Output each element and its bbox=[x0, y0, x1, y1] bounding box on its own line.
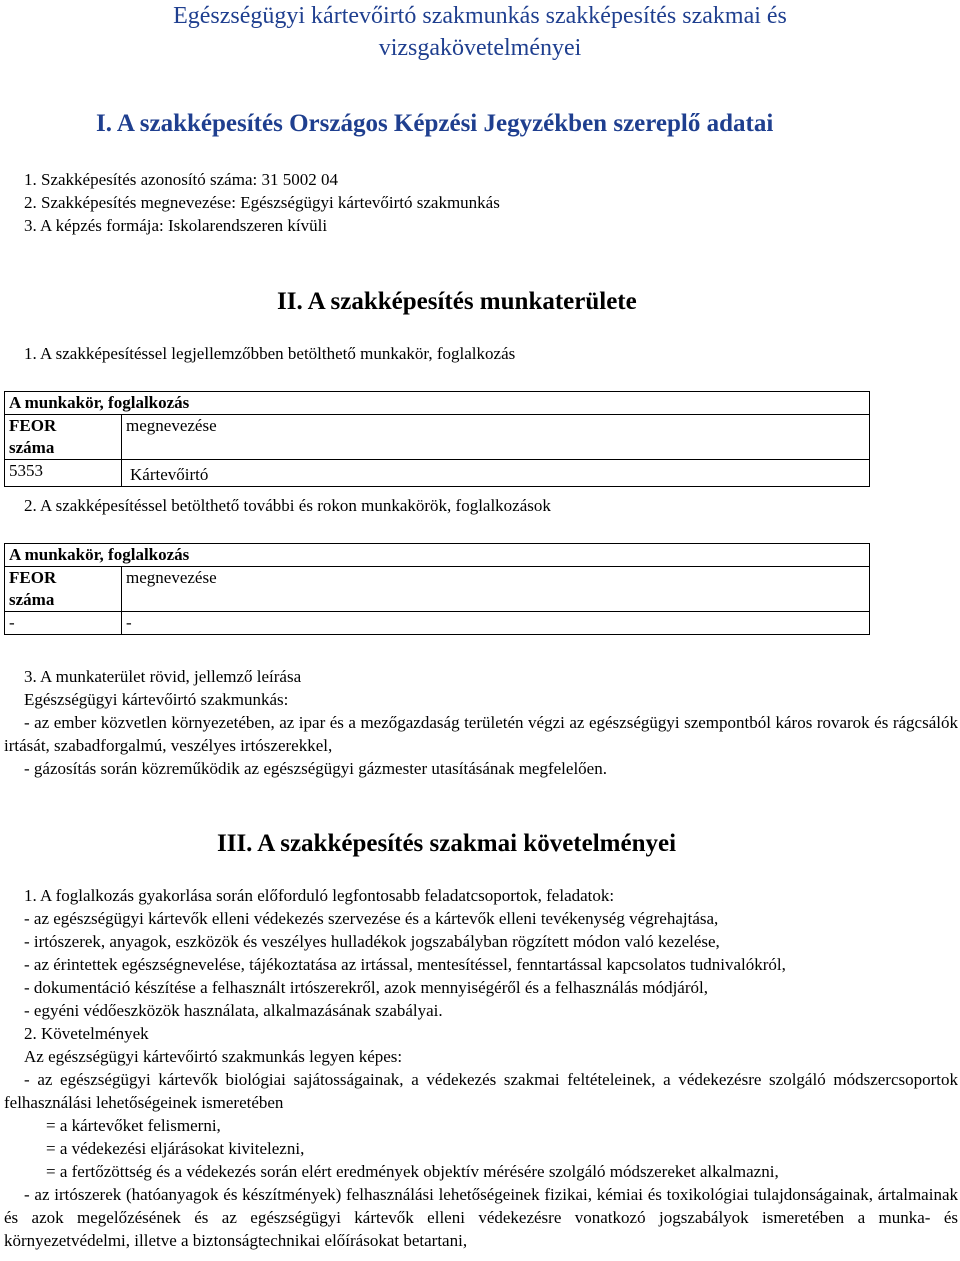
table1-col2-header: megnevezése bbox=[122, 415, 870, 460]
section2-sub3-paragraph-1: - az ember közvetlen környezetében, az ipar és a mezőgazdaság területén végzi az egészségügyi szempontból káros rovarok és rágcsálók irtását, szabadforgalmú, veszélyes irtószerekkel, bbox=[4, 713, 958, 755]
table1-caption: A munkakör, foglalkozás bbox=[5, 392, 870, 415]
section2-sub1: 1. A szakképesítéssel legjellemzőbben betölthető munkakör, foglalkozás bbox=[24, 344, 516, 363]
section2-sub2: 2. A szakképesítéssel betölthető további és rokon munkakörök, foglalkozások bbox=[24, 496, 551, 515]
feor-table-2 bbox=[4, 543, 870, 635]
table2-row-code: - bbox=[5, 612, 122, 635]
section2-sub3: 3. A munkaterület rövid, jellemző leírása bbox=[24, 667, 302, 686]
section1-item-3: 3. A képzés formája: Iskolarendszeren kívüli bbox=[24, 216, 328, 235]
table1-row-name: Kártevőirtó bbox=[122, 460, 870, 487]
table1-col1-header-b: száma bbox=[9, 438, 55, 457]
document-title-line2: vizsgakövetelményei bbox=[378, 35, 582, 61]
document-title-line1: Egészségügyi kártevőirtó szakmunkás szakképesítés szakmai és bbox=[173, 3, 787, 29]
table2-caption: A munkakör, foglalkozás bbox=[5, 544, 870, 567]
section3-task-2: - irtószerek, anyagok, eszközök és veszélyes hulladékok jogszabályban rögzített módon való kezelése, bbox=[24, 932, 720, 951]
table2-col1-header-b: száma bbox=[9, 590, 55, 609]
section3-requirement-1-item-3: = a fertőzöttség és a védekezés során elért eredmények objektív mérésére szolgáló módszereket alkalmazni, bbox=[46, 1162, 779, 1181]
section3-sub2: 2. Követelmények bbox=[24, 1024, 149, 1043]
section3-task-4: - dokumentáció készítése a felhasznált irtószerekről, azok mennyiségéről és a felhasználás módjáról, bbox=[24, 978, 708, 997]
table1-row-code: 5353 bbox=[5, 460, 122, 487]
section1-item-2: 2. Szakképesítés megnevezése: Egészségügyi kártevőirtó szakmunkás bbox=[24, 193, 500, 212]
section3-task-3: - az érintettek egészségnevelése, tájékoztatása az irtással, mentesítéssel, fenntartással kapcsolatos tudnivalókról, bbox=[24, 955, 786, 974]
section1-item-1: 1. Szakképesítés azonosító száma: 31 5002 04 bbox=[24, 170, 338, 189]
feor-table-1 bbox=[4, 391, 870, 487]
section3-sub1: 1. A foglalkozás gyakorlása során előforduló legfontosabb feladatcsoportok, feladatok: bbox=[24, 886, 615, 905]
section1-heading: I. A szakképesítés Országos Képzési Jegyzékben szereplő adatai bbox=[96, 110, 774, 137]
section3-sub2-intro: Az egészségügyi kártevőirtó szakmunkás legyen képes: bbox=[24, 1047, 403, 1066]
section2-heading: II. A szakképesítés munkaterülete bbox=[277, 288, 637, 315]
table1-col1-header bbox=[5, 415, 122, 460]
table2-col1-header bbox=[5, 567, 122, 612]
section2-sub3-paragraph-2: - gázosítás során közreműködik az egészségügyi gázmester utasításának megfelelően. bbox=[24, 759, 607, 778]
table2-col1-header-a: FEOR bbox=[9, 568, 57, 587]
section3-requirement-1-item-2: = a védekezési eljárásokat kivitelezni, bbox=[46, 1139, 305, 1158]
section3-task-1: - az egészségügyi kártevők elleni védekezés szervezése és a kártevők elleni tevékenység végrehajtása, bbox=[24, 909, 719, 928]
section3-requirement-2: - az irtószerek (hatóanyagok és készítmények) felhasználási lehetőségeinek fizikai, kémiai és toxikológiai tulajdonságainak, ártalmainak és azok megelőzésének és az egészségügyi kártevők elleni védekezésre vonatkozó jogszabályok ismeretében a munka- és környezetvédelmi, illetve a biztonságtechnikai előírásokat betartani, bbox=[4, 1185, 958, 1250]
table1-col1-header-a: FEOR bbox=[9, 416, 57, 435]
section3-task-5: - egyéni védőeszközök használata, alkalmazásának szabályai. bbox=[24, 1001, 443, 1020]
table2-col2-header: megnevezése bbox=[122, 567, 870, 612]
section3-heading: III. A szakképesítés szakmai követelményei bbox=[217, 830, 677, 857]
section2-sub3-intro: Egészségügyi kártevőirtó szakmunkás: bbox=[24, 690, 289, 709]
section3-requirement-1-item-1: = a kártevőket felismerni, bbox=[46, 1116, 221, 1135]
section3-requirement-1: - az egészségügyi kártevők biológiai sajátosságainak, a védekezés szakmai feltételeinek, a védekezésre szolgáló módszercsoportok felhasználási lehetőségeinek ismeretében bbox=[4, 1070, 958, 1112]
table2-row-name: - bbox=[122, 612, 870, 635]
